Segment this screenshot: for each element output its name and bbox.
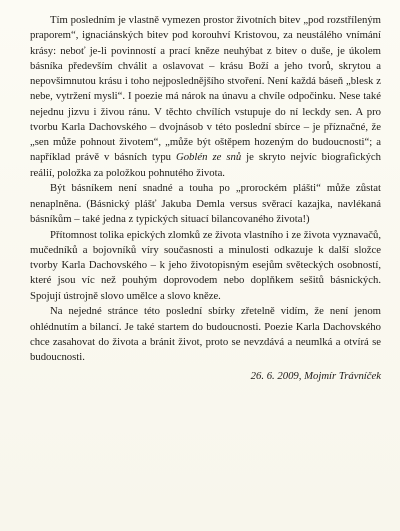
- italic-title-text: Goblén ze snů: [176, 151, 242, 164]
- text-run: Být básníkem není snadné a touha po „prorockém plášti“ může zůstat nenaplněna. (Básnický plášť Jakuba Demla versus svěrací kazajka, navlékaná básníkům – také jedna z typických situací bilancovaného života!): [30, 182, 381, 225]
- text-run: je skryto nejvíc biografických reálií, položka za položkou pohnutého života.: [30, 151, 382, 179]
- document-body: [30, 13, 381, 365]
- paragraph-4: [30, 304, 381, 365]
- paragraph-2: [30, 181, 381, 227]
- paragraph-1: [30, 13, 381, 181]
- author-signature-line: 26. 6. 2009, Mojmír Trávníček: [250, 370, 381, 383]
- paragraph-3: [30, 228, 381, 304]
- text-run: Tím posledním je vlastně vymezen prostor životních bitev „pod rozstříleným praporem“, ignaciánských bitev pod korouhví Kristovou, za neustálého vnímání krásy: neboť je-li povinností a prací kněze neuhýbat z bitev o duše, je úkolem básníka především chválit a oslavovat – krásu Boží a jeho tvorů, skrytou a nepovšimnutou krásu i toho nejposlednějšího stvoření. Není každá báseň „blesk z nebe, vytržení mysli“. I poezie má nárok na únavu a chvíle odpočinku. Nese také nejednu jizvu i živou ránu. V těchto chvílích vstupuje do ní leckdy sen. A pro tvorbu Karla Dachovského – dvojnásob v této poslední sbírce – je příznačné, že „sen může pohnout životem“, „může být oštěpem hozeným do budoucnosti“; a například právě v básních typu: [30, 14, 381, 164]
- text-run: Přítomnost tolika epických zlomků ze života vlastního i ze života vyznavačů, mučedníků a bojovníků víry současnosti a minulosti odkazuje k další složce tvorby Karla Dachovského – k jeho životopisným esejům světeckých osobností, které jsou víc než pouhým doprovodem nebo doplňkem sešitů básnických. Spojují ústrojně slovo umělce a slovo kněze.: [30, 228, 381, 302]
- text-run: Na nejedné stránce této poslední sbírky zřetelně vidím, že není jenom ohlédnutím a bilancí. Je také startem do budoucnosti. Poezie Karla Dachovského chce zasahovat do života a bránit život, proto se nevzdává a neumlká a otvírá se budoucnosti.: [30, 305, 381, 363]
